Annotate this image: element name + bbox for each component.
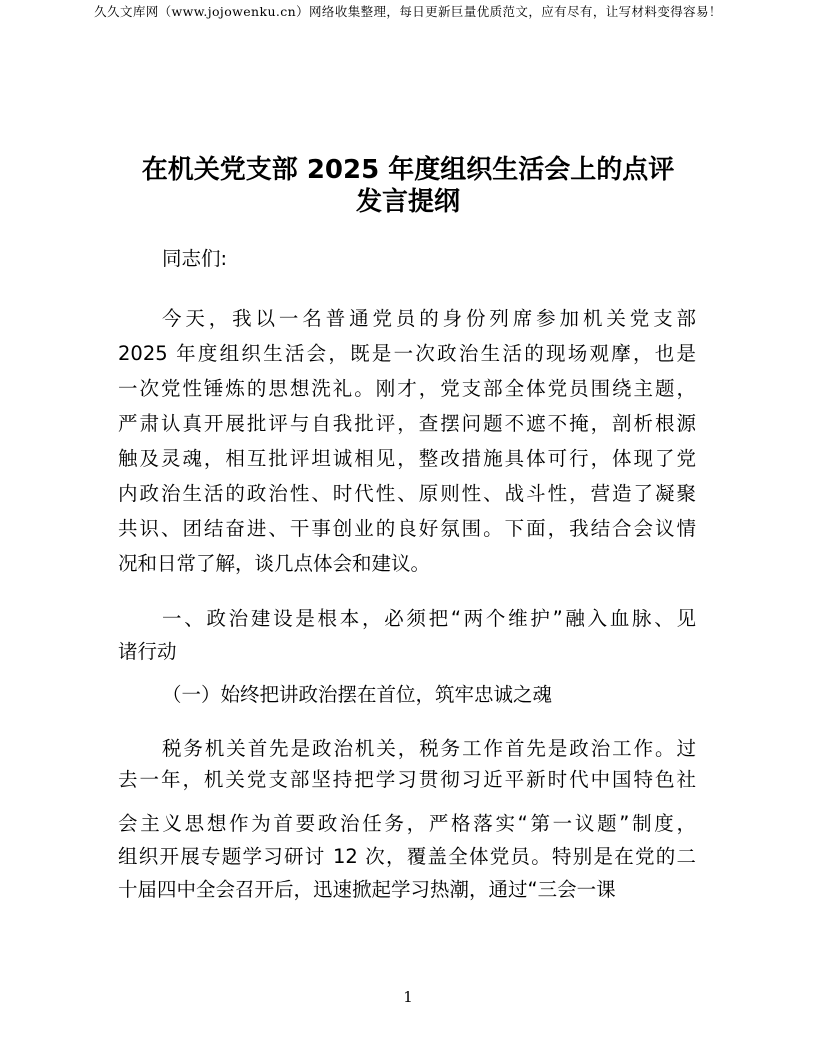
header-banner: 久久文库网（www.jojowenku.cn）网络收集整理，每日更新巨量优质范文，应有尽有，让写材料变得容易！ [94,4,722,19]
paragraph-line: 一次党性锤炼的思想洗礼。刚才，党支部全体党员围绕主题， [118,377,696,400]
paragraph-line: 十届四中全会召开后，迅速掀起学习热潮，通过“三会一课 [118,878,616,901]
paragraph-line: 去一年，机关党支部坚持把学习贯彻习近平新时代中国特色社 [118,768,696,791]
paragraph-line: 共识、团结奋进、干事创业的良好氛围。下面，我结合会议情 [118,517,696,540]
heading-line: 一、政治建设是根本，必须把“两个维护”融入血脉、见 [162,607,696,630]
document-title [118,154,698,218]
paragraph-line: 组织开展专题学习研讨 12 次，覆盖全体党员。特别是在党的二 [118,845,696,868]
title-line: 在机关党支部 2025 年度组织生活会上的点评 [141,155,675,185]
heading-line: 诸行动 [118,640,177,663]
salutation: 同志们: [162,247,228,270]
title-line: 发言提纲 [355,187,460,217]
paragraph-line: 严肃认真开展批评与自我批评，查摆问题不遮不掩，剖析根源 [118,412,696,435]
paragraph-line: 会主义思想作为首要政治任务，严格落实“第一议题”制度， [118,812,696,835]
page-number: 1 [403,988,413,1006]
paragraph-line: 内政治生活的政治性、时代性、原则性、战斗性，营造了凝聚 [118,482,696,505]
paragraph-line: 触及灵魂，相互批评坦诚相见，整改措施具体可行，体现了党 [118,447,696,470]
paragraph-line: 2025 年度组织生活会，既是一次政治生活的现场观摩，也是 [118,342,696,365]
paragraph-line: 况和日常了解，谈几点体会和建议。 [118,552,431,575]
subsection-heading-1: （一）始终把讲政治摆在首位，筑牢忠诚之魂 [162,683,553,706]
paragraph-line: 税务机关首先是政治机关，税务工作首先是政治工作。过 [162,737,696,760]
paragraph-line: 今天，我以一名普通党员的身份列席参加机关党支部 [162,307,696,330]
